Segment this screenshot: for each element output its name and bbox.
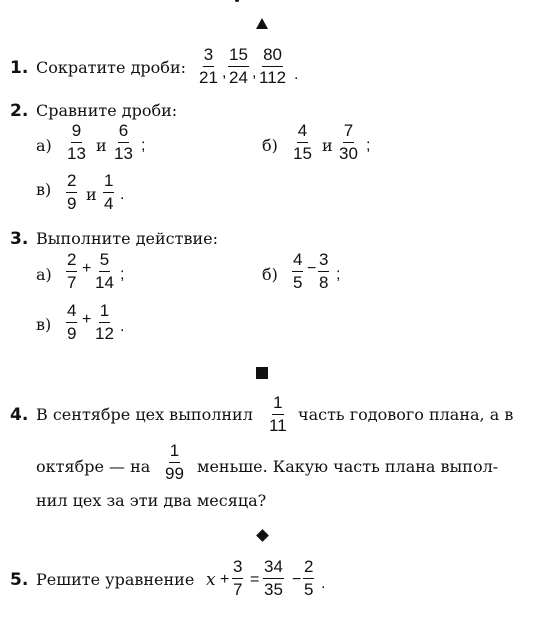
- problem-4-line-3: нил цех за эти два месяца?: [36, 491, 267, 510]
- problem-5-fraction-3: [303, 558, 314, 599]
- problem-4-fraction-2: [164, 442, 185, 483]
- denominator: 12: [95, 324, 114, 343]
- semicolon: ;: [141, 137, 146, 154]
- period: .: [294, 66, 299, 83]
- problem-3-text: Выполните действие:: [36, 229, 219, 248]
- problem-2c-fraction-2: [103, 172, 114, 213]
- problem-3-number: 3.: [10, 229, 29, 249]
- problem-2-number: 2.: [10, 101, 29, 121]
- variable-x: x: [206, 570, 216, 590]
- numerator: 1: [169, 442, 180, 463]
- numerator: 3: [232, 558, 243, 579]
- numerator: 1: [103, 172, 114, 193]
- problem-3a-fraction-1: [66, 251, 77, 292]
- diamond-icon: [256, 529, 269, 542]
- problem-2b-fraction-1: [292, 122, 313, 163]
- top-edge-mark: [235, 0, 239, 2]
- denominator: 11: [269, 416, 287, 435]
- comma: ,: [252, 64, 257, 81]
- problem-2a-fraction-2: [113, 122, 134, 163]
- problem-4-line-1: В сентябре цех выполнил: [36, 405, 253, 424]
- problem-3a-fraction-2: [94, 251, 115, 292]
- period: .: [120, 318, 125, 335]
- numerator: 3: [203, 46, 214, 67]
- numerator: 2: [303, 558, 314, 579]
- problem-4-fraction-1: [268, 394, 288, 435]
- problem-1-text: Сократите дроби:: [36, 58, 186, 77]
- problem-4-line-2b: меньше. Какую часть плана выпол-: [197, 457, 499, 476]
- denominator: 4: [104, 194, 114, 213]
- denominator: 13: [67, 144, 86, 163]
- minus-sign: −: [292, 571, 302, 588]
- plus-sign: +: [82, 311, 92, 328]
- numerator: 9: [71, 122, 82, 143]
- problem-1-fraction-2: [228, 46, 249, 87]
- problem-2-text: Сравните дроби:: [36, 101, 178, 120]
- period: .: [120, 186, 125, 203]
- problem-2a-fraction-1: [66, 122, 87, 163]
- conjunction: и: [86, 185, 97, 204]
- problem-3c-fraction-1: [66, 302, 77, 343]
- numerator: 6: [118, 122, 129, 143]
- denominator: 5: [293, 273, 303, 292]
- problem-2a-label: а): [36, 136, 52, 155]
- minus-sign: −: [307, 260, 317, 277]
- problem-3c-fraction-2: [94, 302, 115, 343]
- problem-5-fraction-1: [232, 558, 243, 599]
- problem-3a-label: а): [36, 265, 52, 284]
- problem-1-number: 1.: [10, 58, 29, 78]
- problem-5-fraction-2: [263, 558, 284, 599]
- numerator: 1: [99, 302, 110, 323]
- denominator: 99: [165, 464, 184, 483]
- problem-3b-fraction-2: [318, 251, 329, 292]
- semicolon: ;: [336, 266, 341, 283]
- denominator: 30: [339, 144, 358, 163]
- numerator: 1: [272, 394, 283, 415]
- denominator: 9: [67, 194, 77, 213]
- problem-3b-label: б): [262, 265, 278, 284]
- plus-sign: +: [82, 260, 92, 277]
- numerator: 5: [99, 251, 110, 272]
- plus-sign: +: [220, 571, 230, 588]
- denominator: 5: [304, 580, 314, 599]
- conjunction: и: [322, 136, 333, 155]
- problem-4-line-1b: часть годового плана, а в: [298, 405, 514, 424]
- numerator: 15: [228, 46, 249, 67]
- problem-2b-label: б): [262, 136, 278, 155]
- denominator: 14: [95, 273, 114, 292]
- problem-4-line-2a: октябре — на: [36, 457, 151, 476]
- numerator: 34: [263, 558, 284, 579]
- numerator: 3: [318, 251, 329, 272]
- numerator: 2: [66, 172, 77, 193]
- denominator: 7: [67, 273, 77, 292]
- equals-sign: =: [250, 571, 260, 588]
- conjunction: и: [96, 136, 107, 155]
- denominator: 8: [319, 273, 329, 292]
- problem-3b-fraction-1: [292, 251, 303, 292]
- numerator: 80: [262, 46, 283, 67]
- problem-1-fraction-3: [258, 46, 287, 87]
- period: .: [321, 575, 326, 592]
- problem-4-number: 4.: [10, 405, 29, 425]
- numerator: 2: [66, 251, 77, 272]
- denominator: 13: [114, 144, 133, 163]
- denominator: 7: [233, 580, 243, 599]
- denominator: 24: [229, 68, 248, 87]
- denominator: 9: [67, 324, 77, 343]
- problem-5-number: 5.: [10, 570, 29, 590]
- problem-3c-label: в): [36, 315, 52, 334]
- problem-1-fraction-1: [198, 46, 219, 87]
- problem-2c-label: в): [36, 180, 52, 199]
- problem-5-text: Решите уравнение: [36, 570, 195, 589]
- denominator: 35: [264, 580, 283, 599]
- triangle-icon: [256, 18, 268, 29]
- semicolon: ;: [120, 266, 125, 283]
- denominator: 21: [199, 68, 218, 87]
- problem-2b-fraction-2: [338, 122, 359, 163]
- numerator: 4: [297, 122, 308, 143]
- denominator: 15: [293, 144, 312, 163]
- denominator: 112: [259, 68, 287, 87]
- problem-2c-fraction-1: [66, 172, 77, 213]
- semicolon: ;: [366, 137, 371, 154]
- comma: ,: [222, 64, 227, 81]
- numerator: 4: [292, 251, 303, 272]
- square-icon: [256, 367, 268, 379]
- numerator: 4: [66, 302, 77, 323]
- numerator: 7: [343, 122, 354, 143]
